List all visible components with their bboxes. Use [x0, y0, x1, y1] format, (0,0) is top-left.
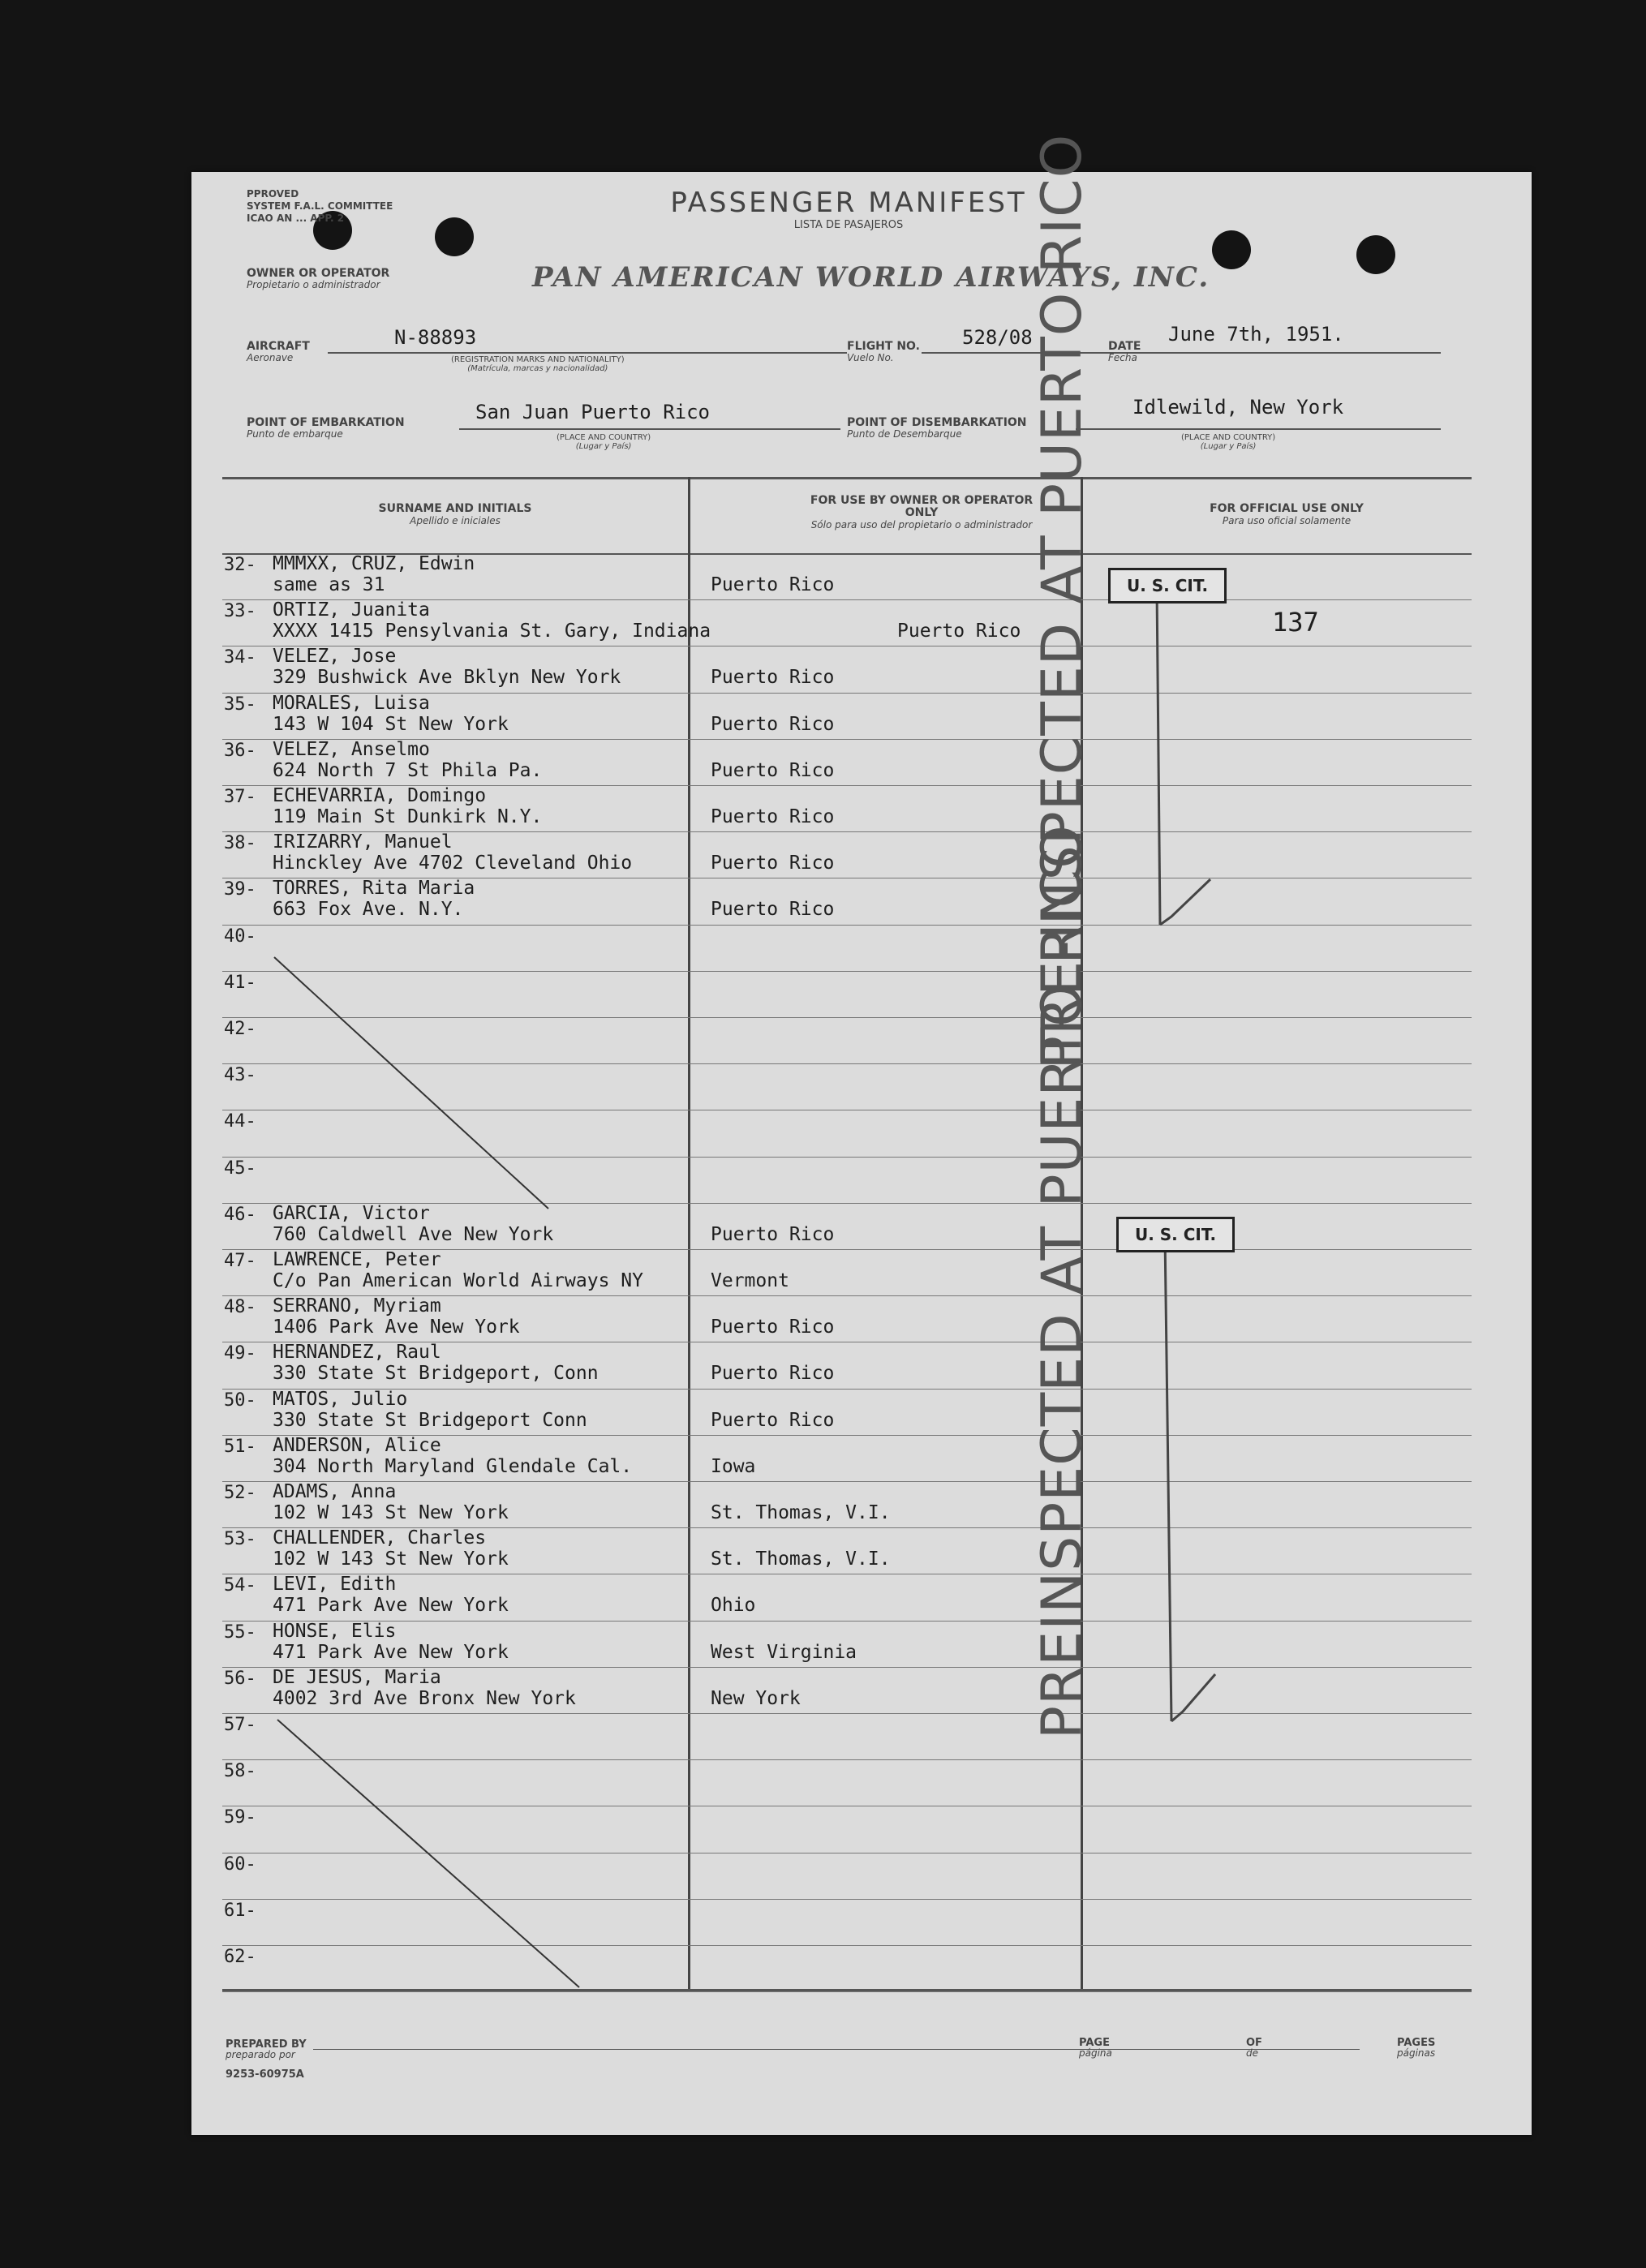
passenger-name: IRIZARRY, Manuel: [273, 831, 453, 853]
of-label: [1246, 2038, 1262, 2059]
page-label-es: página: [1079, 2047, 1112, 2059]
row-number: 38-: [224, 833, 256, 854]
flight-value: 528/08: [962, 326, 1033, 349]
passenger-name: MMMXX, CRUZ, Edwin: [273, 553, 475, 574]
passenger-citizenship: Puerto Rico: [711, 899, 835, 921]
passenger-name: HONSE, Elis: [273, 1620, 397, 1642]
check-mark-icon: [1171, 1674, 1215, 1721]
preinspected-stamp: PREINSPECTED AT PUERTO RICO: [1030, 824, 1094, 1739]
column-header-surname-en: SURNAME AND INITIALS: [378, 502, 532, 515]
of-label-es: de: [1246, 2047, 1258, 2059]
passenger-name: GARCIA, Victor: [273, 1202, 430, 1224]
cancel-stroke: [277, 1720, 579, 1987]
passenger-address: Hinckley Ave 4702 Cleveland Ohio: [273, 853, 633, 874]
row-number: 62-: [224, 1947, 256, 1967]
passenger-address: same as 31: [273, 574, 385, 595]
passenger-address: 471 Park Ave New York: [273, 1595, 509, 1617]
embark-sub-es: (Lugar y País): [575, 442, 632, 451]
row-number: 61-: [224, 1900, 256, 1921]
date-label-en: DATE: [1108, 340, 1141, 353]
row-number: 56-: [224, 1668, 256, 1689]
row-number: 52-: [224, 1483, 256, 1503]
form-title: PASSENGER MANIFEST: [670, 187, 1027, 219]
passenger-citizenship: Puerto Rico: [711, 806, 835, 827]
passenger-name: ADAMS, Anna: [273, 1481, 397, 1502]
row-number: 58-: [224, 1761, 256, 1782]
check-mark-icon: [1160, 879, 1210, 925]
cancel-stroke: [274, 957, 548, 1209]
passenger-citizenship: West Virginia: [711, 1641, 857, 1663]
manifest-sheet: [191, 133, 1532, 2135]
disembark-sub-en: (PLACE AND COUNTRY): [1181, 433, 1276, 442]
passenger-address: 624 North 7 St Phila Pa.: [273, 759, 543, 781]
aircraft-sub-en: (REGISTRATION MARKS AND NATIONALITY): [451, 355, 625, 364]
column-header-official-es: Para uso oficial solamente: [1222, 515, 1352, 526]
passenger-citizenship: Puerto Rico: [711, 713, 835, 735]
passenger-address: 304 North Maryland Glendale Cal.: [273, 1455, 633, 1477]
column-header-surname-es: Apellido e iniciales: [410, 515, 501, 526]
flight-label-es: Vuelo No.: [847, 352, 894, 363]
passenger-address: 760 Caldwell Ave New York: [273, 1223, 554, 1245]
passenger-name: ORTIZ, Juanita: [273, 599, 430, 621]
passenger-name: VELEZ, Anselmo: [273, 738, 430, 760]
bracket-line: [1157, 587, 1160, 925]
passenger-name: LAWRENCE, Peter: [273, 1249, 441, 1270]
embark-sub-en: (PLACE AND COUNTRY): [557, 433, 651, 442]
passenger-count: 137: [1272, 607, 1319, 638]
owner-label-en: OWNER OR OPERATOR: [247, 267, 390, 280]
row-number: 41-: [224, 972, 256, 993]
passenger-citizenship: Ohio: [711, 1595, 756, 1617]
row-number: 57-: [224, 1715, 256, 1735]
form-number: 9253-60975A: [226, 2068, 304, 2081]
prepared-by-label: [226, 2039, 307, 2060]
passenger-citizenship: Puerto Rico: [711, 1363, 835, 1385]
passenger-citizenship: Puerto Rico: [711, 1223, 835, 1245]
passenger-name: LEVI, Edith: [273, 1574, 397, 1596]
row-number: 45-: [224, 1158, 256, 1179]
passenger-name: CHALLENDER, Charles: [273, 1527, 487, 1549]
approval-line: SYSTEM F.A.L. COMMITTEE: [247, 200, 393, 212]
cancel-strokes: [191, 172, 1532, 2135]
passenger-name: MORALES, Luisa: [273, 692, 430, 714]
embark-label-es: Punto de embarque: [247, 428, 343, 440]
passenger-citizenship: Puerto Rico: [897, 621, 1021, 642]
passenger-address: 102 W 143 St New York: [273, 1502, 509, 1523]
column-header-operator-es: Sólo para uso del propietario o administrador: [810, 519, 1033, 530]
aircraft-label-en: AIRCRAFT: [247, 340, 310, 353]
row-number: 46-: [224, 1204, 256, 1225]
form-subtitle: LISTA DE PASAJEROS: [793, 219, 904, 231]
row-number: 47-: [224, 1251, 256, 1271]
us-citizen-stamp: U. S. CIT.: [1116, 1217, 1235, 1252]
passenger-address: 119 Main St Dunkirk N.Y.: [273, 806, 543, 827]
passenger-citizenship: Puerto Rico: [711, 759, 835, 781]
row-number: 34-: [224, 647, 256, 668]
disembark-sub-es: (Lugar y País): [1200, 442, 1257, 451]
passenger-citizenship: Puerto Rico: [711, 574, 835, 595]
row-number: 54-: [224, 1575, 256, 1596]
row-number: 51-: [224, 1436, 256, 1457]
aircraft-sub-es: (Matrícula, marcas y nacionalidad): [467, 364, 608, 373]
row-number: 43-: [224, 1065, 256, 1086]
row-number: 50-: [224, 1390, 256, 1411]
passenger-name: MATOS, Julio: [273, 1388, 408, 1410]
passenger-citizenship: St. Thomas, V.I.: [711, 1549, 891, 1570]
passenger-address: 143 W 104 St New York: [273, 713, 509, 735]
disembark-value: Idlewild, New York: [1132, 396, 1344, 419]
row-number: 42-: [224, 1019, 256, 1039]
passenger-name: VELEZ, Jose: [273, 646, 397, 668]
bracket-line: [1165, 1235, 1171, 1721]
passenger-address: 330 State St Bridgeport Conn: [273, 1409, 587, 1431]
passenger-address: 471 Park Ave New York: [273, 1641, 509, 1663]
disembark-label-en: POINT OF DISEMBARKATION: [847, 416, 1027, 429]
passenger-name: HERNANDEZ, Raul: [273, 1342, 441, 1364]
passenger-address: 102 W 143 St New York: [273, 1549, 509, 1570]
pages-label: [1397, 2038, 1435, 2059]
passenger-citizenship: New York: [711, 1687, 801, 1709]
row-number: 37-: [224, 787, 256, 807]
passenger-citizenship: Puerto Rico: [711, 667, 835, 689]
airline-name: PAN AMERICAN WORLD AIRWAYS, INC.: [532, 261, 1210, 294]
prepared-by-label-en: PREPARED BY: [226, 2038, 307, 2051]
passenger-address: XXXX 1415 Pensylvania St. Gary, Indiana: [273, 621, 711, 642]
prepared-by-label-es: preparado por: [226, 2049, 295, 2060]
disembark-label-es: Punto de Desembarque: [847, 428, 962, 440]
row-number: 40-: [224, 926, 256, 947]
flight-label-en: FLIGHT NO.: [847, 340, 920, 353]
date-value: June 7th, 1951.: [1168, 323, 1344, 346]
prepared-by-line: [313, 2049, 1360, 2050]
passenger-citizenship: Vermont: [711, 1270, 789, 1291]
row-number: 48-: [224, 1297, 256, 1318]
row-number: 59-: [224, 1807, 256, 1828]
passenger-citizenship: Puerto Rico: [711, 1409, 835, 1431]
approval-line: PPROVED: [247, 188, 299, 200]
passenger-citizenship: Puerto Rico: [711, 853, 835, 874]
pages-label-es: páginas: [1397, 2047, 1436, 2059]
passenger-citizenship: Iowa: [711, 1455, 756, 1477]
passenger-address: 1406 Park Ave New York: [273, 1317, 520, 1338]
passenger-address: 4002 3rd Ave Bronx New York: [273, 1687, 576, 1709]
aircraft-label-es: Aeronave: [247, 352, 294, 363]
passenger-citizenship: Puerto Rico: [711, 1317, 835, 1338]
passenger-address: 663 Fox Ave. N.Y.: [273, 899, 464, 921]
passenger-name: DE JESUS, Maria: [273, 1666, 441, 1688]
embark-label-en: POINT OF EMBARKATION: [247, 416, 405, 429]
owner-label-es: Propietario o administrador: [247, 279, 380, 290]
passenger-name: ECHEVARRIA, Domingo: [273, 785, 487, 806]
passenger-name: ANDERSON, Alice: [273, 1434, 441, 1456]
approval-line: ICAO AN ... APP. 2: [247, 213, 345, 224]
preinspected-stamp: PRE-INSPECTED AT PUERTO RICO: [1030, 133, 1094, 1069]
row-number: 55-: [224, 1622, 256, 1643]
date-label-es: Fecha: [1108, 352, 1137, 363]
of-label-en: OF: [1246, 2037, 1262, 2049]
row-number: 32-: [224, 555, 256, 575]
passenger-citizenship: St. Thomas, V.I.: [711, 1502, 891, 1523]
aircraft-value: N-88893: [394, 326, 477, 349]
column-header-operator-en: FOR USE BY OWNER OR OPERATOR ONLY: [810, 494, 1034, 519]
row-number: 53-: [224, 1529, 256, 1550]
passenger-address: 329 Bushwick Ave Bklyn New York: [273, 667, 621, 689]
us-citizen-stamp: U. S. CIT.: [1108, 568, 1227, 604]
passenger-address: 330 State St Bridgeport, Conn: [273, 1363, 599, 1385]
page-label-en: PAGE: [1079, 2037, 1110, 2049]
passenger-name: SERRANO, Myriam: [273, 1295, 441, 1317]
row-number: 33-: [224, 601, 256, 622]
embark-value: San Juan Puerto Rico: [475, 401, 710, 423]
row-number: 39-: [224, 879, 256, 900]
row-number: 60-: [224, 1853, 256, 1875]
column-header-official-en: FOR OFFICIAL USE ONLY: [1210, 502, 1364, 515]
page-label: [1079, 2038, 1112, 2059]
row-number: 35-: [224, 694, 256, 715]
pages-label-en: PAGES: [1397, 2037, 1436, 2049]
passenger-name: TORRES, Rita Maria: [273, 878, 475, 900]
passenger-address: C/o Pan American World Airways NY: [273, 1270, 643, 1291]
row-number: 36-: [224, 740, 256, 761]
row-number: 49-: [224, 1343, 256, 1364]
row-number: 44-: [224, 1111, 256, 1132]
